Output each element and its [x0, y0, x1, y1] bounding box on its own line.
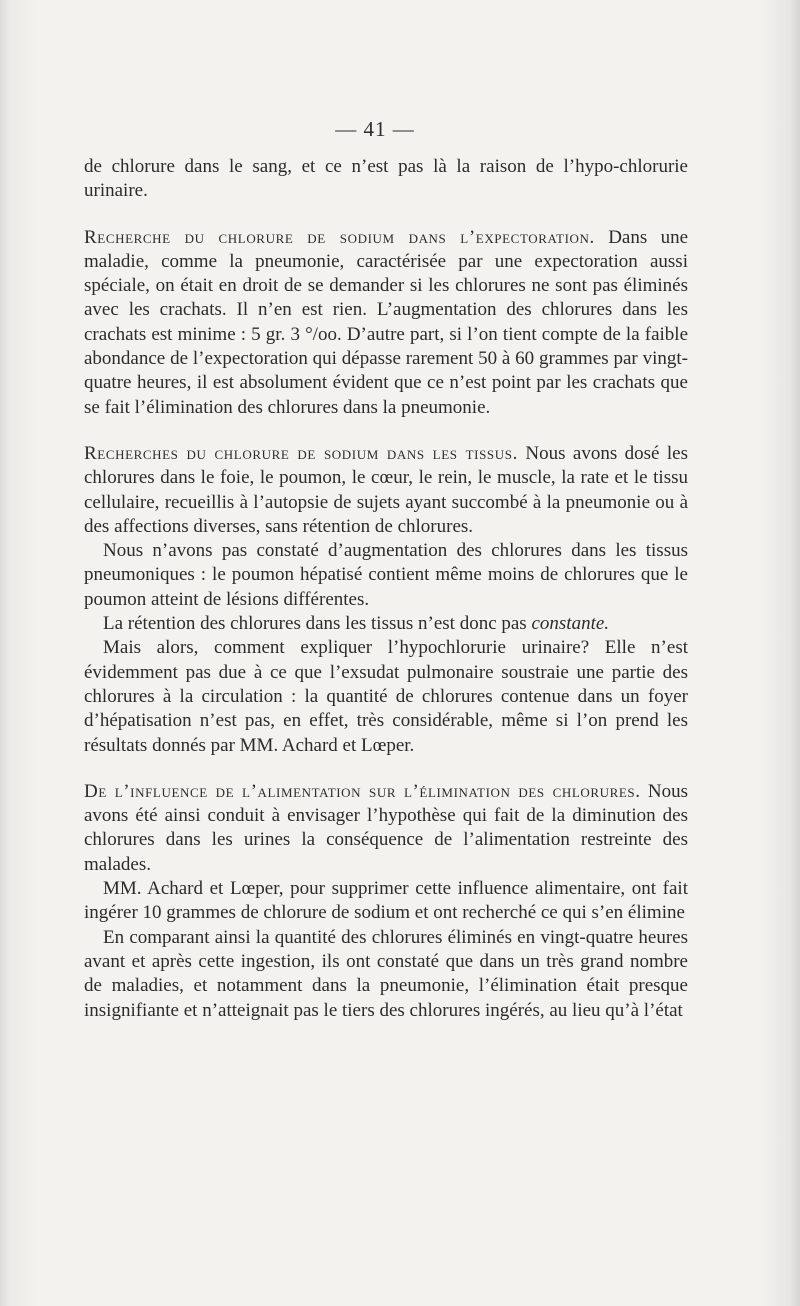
section-heading-alimentation: De l’influence de l’alimentation sur l’élimination des chlorures.	[84, 780, 641, 802]
paragraph-expectoration	[84, 226, 688, 420]
page-number: — 41 —	[335, 117, 415, 141]
paragraph-9: En comparant ainsi la quantité des chlorures éliminés en vingt-quatre heures avant et après cette ingestion, ils ont constaté que dans un très grand nombre de maladies, et notamment dans la pneumonie, l’élimination était presque insignifiante et n’atteignait pas le tiers des chlorures ingérés, au lieu qu’à l’état	[84, 926, 688, 1021]
section-heading-tissus: Recherches du chlorure de sodium dans les tissus.	[84, 442, 518, 464]
paragraph-1: de chlorure dans le sang, et ce n’est pas là la raison de l’hypo-chlorurie urinaire.	[84, 156, 688, 202]
paragraph-5-body: La rétention des chlorures dans les tissus n’est donc pas	[103, 613, 532, 635]
page-body	[84, 155, 688, 1023]
paragraph-expectoration-body: Dans une maladie, comme la pneumonie, caractérisée par une expectoration aussi spéciale, on était en droit de se demander si les chlorures ne sont pas éliminés avec les crachats. Il n’en est rien. L’augmentation des chlorures dans les crachats est minime : 5 gr. 3 °/oo. D’autre part, si l’on tient compte de la faible abondance de l’expectoration qui dépasse rarement 50 à 60 grammes par vingt-quatre heures, il est absolument évident que ce n’est point par les crachats que se fait l’élimination des chlorures dans la pneumonie.	[84, 226, 689, 418]
paragraph-4: Nous n’avons pas constaté d’augmentation des chlorures dans les tissus pneumoniques : le poumon hépatisé contient même moins de chlorures que le poumon atteint de lésions différentes.	[84, 540, 688, 610]
paragraph-8: MM. Achard et Lœper, pour supprimer cette influence alimentaire, ont fait ingérer 10 grammes de chlorure de sodium et ont recherché ce qui s’en élimine	[84, 878, 688, 924]
paragraph-tissus	[84, 442, 688, 539]
paragraph-alimentation	[84, 780, 688, 877]
paragraph-5-italic: constante.	[531, 613, 610, 635]
paragraph-5	[84, 612, 688, 636]
paragraph-6: Mais alors, comment expliquer l’hypochlorurie urinaire? Elle n’est évidemment pas due à ce que l’exsudat pulmonaire soustraie une partie des chlorures à la circulation : la quantité de chlorures contenue dans un foyer d’hépatisation n’est pas, en effet, très considérable, même si l’on prend les résultats donnés par MM. Achard et Lœper.	[84, 637, 688, 756]
paragraph-alimentation-body: Nous avons été ainsi conduit à envisager l’hypothèse qui fait de la diminution des chlorures dans les urines la conséquence de l’alimentation restreinte des malades.	[84, 780, 688, 875]
section-heading-expectoration: Recherche du chlorure de sodium dans l’expectoration.	[84, 226, 595, 248]
paragraph-tissus-body: Nous avons dosé les chlorures dans le foie, le poumon, le cœur, le rein, le muscle, la rate et le tissu cellulaire, recueillis à l’autopsie de sujets ayant succombé à la pneumonie ou à des affections diverses, sans rétention de chlorures.	[84, 442, 688, 537]
